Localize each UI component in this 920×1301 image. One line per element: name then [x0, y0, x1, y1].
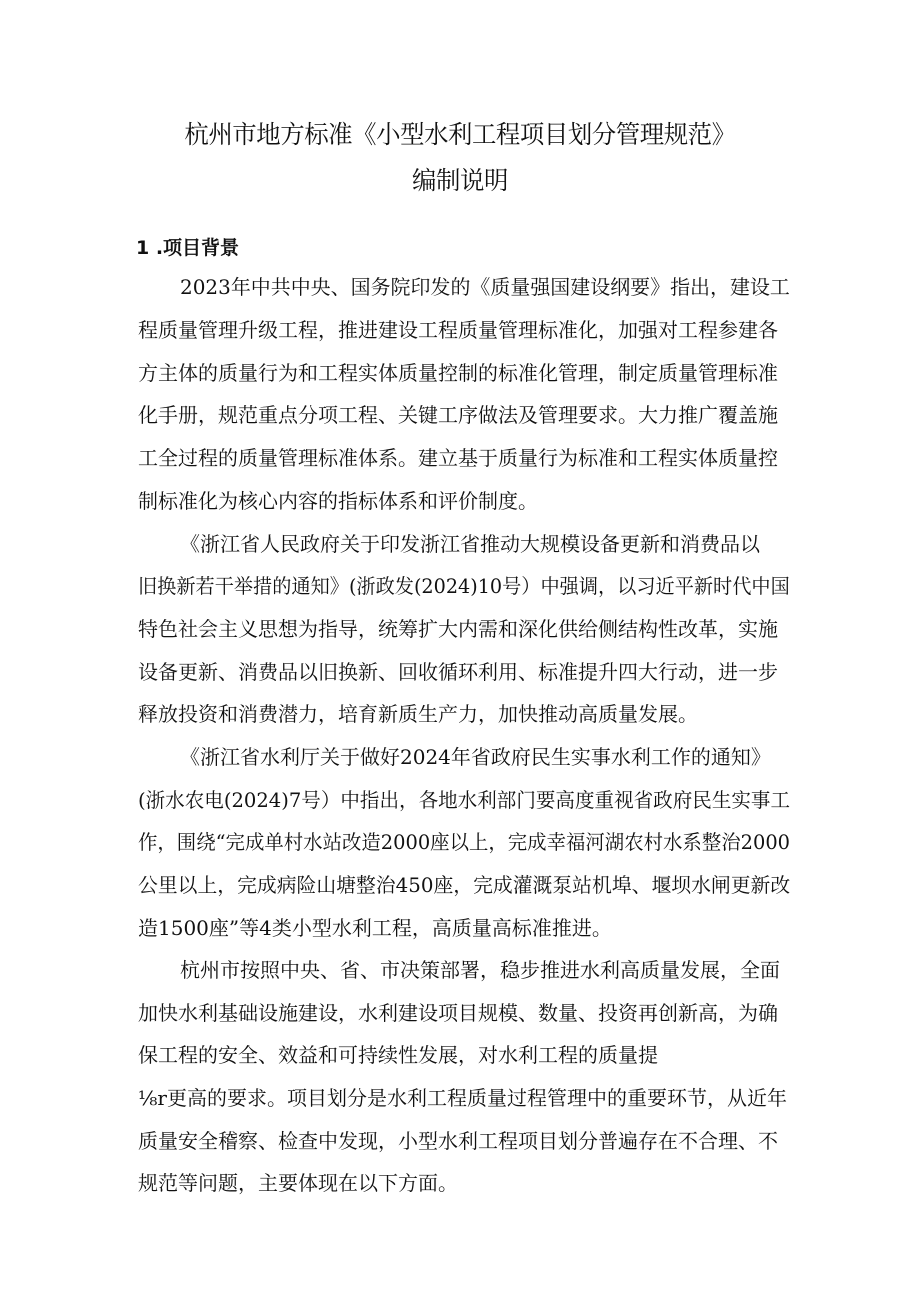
paragraph-line: 保工程的安全、效益和可持续性发展，对水利工程的质量提 — [138, 1043, 658, 1067]
paragraph-line: 特色社会主义思想为指导，统筹扩大内需和深化供给侧结构性改革，实施 — [138, 617, 778, 641]
paragraph-line: 公里以上，完成病险山塘整治450座，完成灌溉泵站机埠、堰坝水闸更新改 — [138, 873, 791, 897]
paragraph-line: 工全过程的质量管理标准体系。建立基于质量行为标准和工程实体质量控 — [138, 446, 778, 470]
paragraph-line: 释放投资和消费潜力，培育新质生产力，加快推动高质量发展。 — [138, 702, 698, 726]
paragraph-line: 方主体的质量行为和工程实体质量控制的标准化管理，制定质量管理标准 — [138, 361, 778, 385]
paragraph-line: 杭州市按照中央、省、市决策部署，稳步推进水利高质量发展，全面 — [180, 958, 780, 982]
paragraph-line: 造1500座”等4类小型水利工程，高质量高标准推进。 — [138, 916, 612, 940]
paragraph-line: 旧换新若干举措的通知》(浙政发(2024)10号）中强调，以习近平新时代中国 — [138, 574, 790, 598]
paragraph-line: 加快水利基础设施建设，水利建设项目规模、数量、投资再创新高，为确 — [138, 1001, 778, 1025]
section-heading: 1 .项目背景 — [136, 237, 240, 259]
paragraph-line: 程质量管理升级工程，推进建设工程质量管理标准化，加强对工程参建各 — [138, 318, 778, 342]
paragraph-line: 作，围绕“完成单村水站改造2000座以上，完成幸福河湖农村水系整治2000 — [138, 830, 791, 854]
document-subtitle: 编制说明 — [412, 166, 508, 195]
document-title: 杭州市地方标准《小型水利工程项目划分管理规范》 — [184, 120, 736, 149]
paragraph-line: 制标准化为核心内容的指标体系和评价制度。 — [138, 489, 538, 513]
paragraph-line: ⅛r更高的要求。项目划分是水利工程质量过程管理中的重要环节，从近年 — [138, 1086, 787, 1110]
paragraph-line: 规范等问题，主要体现在以下方面。 — [138, 1171, 458, 1195]
paragraph-line: 化手册，规范重点分项工程、关键工序做法及管理要求。大力推广覆盖施 — [138, 403, 778, 427]
paragraph-line: 2023年中共中央、国务院印发的《质量强国建设纲要》指出，建设工 — [180, 275, 790, 299]
paragraph-line: 质量安全稽察、检查中发现，小型水利工程项目划分普遍存在不合理、不 — [138, 1129, 778, 1153]
paragraph-line: 设备更新、消费品以旧换新、回收循环利用、标准提升四大行动，进一步 — [138, 660, 778, 684]
paragraph-line: (浙水农电(2024)7号）中指出，各地水利部门要高度重视省政府民生实事工 — [138, 788, 791, 812]
paragraph-line: 《浙江省水利厅关于做好2024年省政府民生实事水利工作的通知》 — [180, 745, 771, 769]
paragraph-line: 《浙江省人民政府关于印发浙江省推动大规模设备更新和消费品以 — [180, 532, 760, 556]
